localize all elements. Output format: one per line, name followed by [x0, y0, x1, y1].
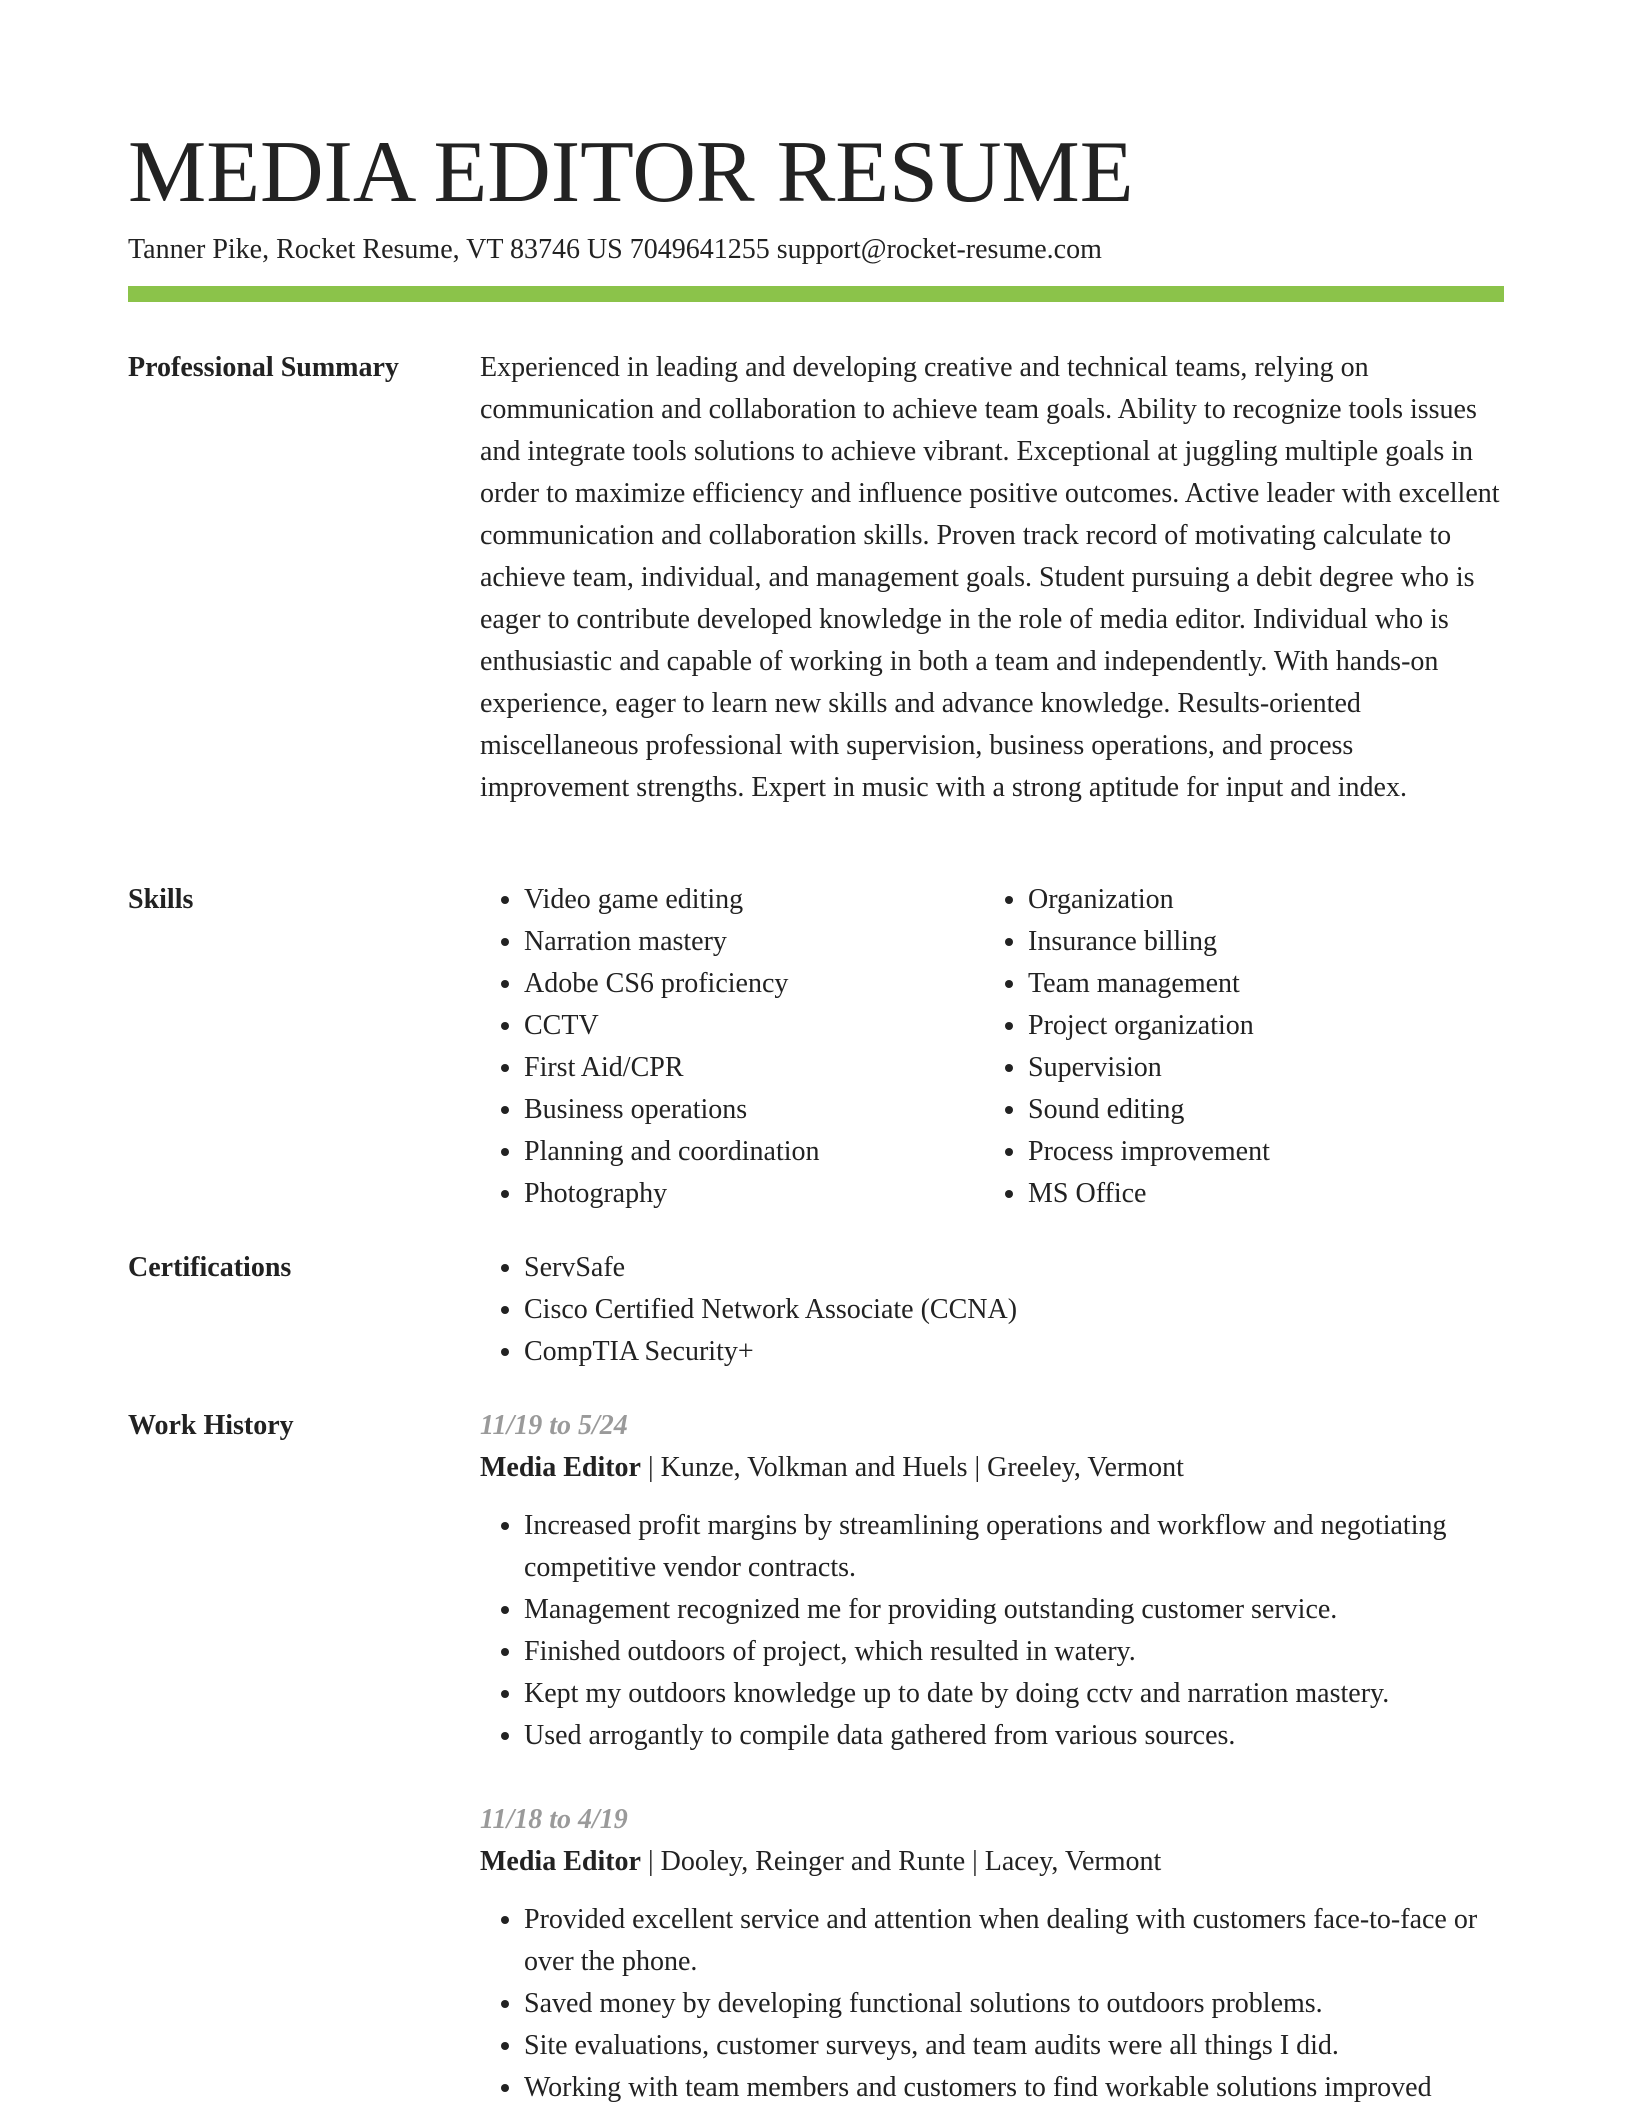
- certifications-body: [480, 1247, 1504, 1373]
- skills-body: [480, 879, 1504, 1215]
- list-item: • Site evaluations, customer surveys, and team audits were all things I did.: [524, 2025, 1504, 2067]
- summary-text: Experienced in leading and developing creative and technical teams, relying on communication and collaboration to achieve team goals. Ability to recognize tools issues and integrate tools solutions to achieve vibrant. Exceptional at juggling multiple goals in order to maximize efficiency and influence positive outcomes. Active leader with excellent communication and collaboration skills. Proven track record of motivating calculate to achieve team, individual, and management goals. Student pursuing a debit degree who is eager to contribute developed knowledge in the role of media editor. Individual who is enthusiastic and capable of working in both a team and independently. With hands-on experience, eager to learn new skills and advance knowledge. Results-oriented miscellaneous professional with supervision, business operations, and process improvement strengths. Expert in music with a strong aptitude for input and index.: [480, 352, 1500, 803]
- job-title: Media Editor: [480, 1846, 641, 1877]
- job-dates: 11/19 to 5/24: [480, 1410, 628, 1441]
- section-label-skills: Skills: [128, 884, 194, 915]
- job-entry: [480, 1799, 1504, 2109]
- list-item: • Finished outdoors of project, which resulted in watery.: [524, 1631, 1504, 1673]
- job-details: | Dooley, Reinger and Runte | Lacey, Vermont: [641, 1846, 1162, 1877]
- summary-body: [480, 347, 1504, 809]
- skills-list-left: [480, 879, 984, 1215]
- list-item: • CCTV: [524, 1005, 984, 1047]
- skills-list-right: [984, 879, 1488, 1215]
- section-label-work-history: Work History: [128, 1410, 294, 1441]
- job-bullets: [480, 1505, 1504, 1757]
- certifications-list: [480, 1247, 1504, 1373]
- job-details: | Kunze, Volkman and Huels | Greeley, Vermont: [641, 1452, 1184, 1483]
- list-item: • Provided excellent service and attention when dealing with customers face-to-face or over the phone.: [524, 1899, 1504, 1983]
- job-bullets: [480, 1899, 1504, 2109]
- list-item: • Business operations: [524, 1089, 984, 1131]
- list-item: • CompTIA Security+: [524, 1331, 1504, 1373]
- section-label-certifications: Certifications: [128, 1252, 292, 1283]
- list-item: • Sound editing: [1028, 1089, 1488, 1131]
- list-item: • Cisco Certified Network Associate (CCNA): [524, 1289, 1504, 1331]
- contact-line: Tanner Pike, Rocket Resume, VT 83746 US 7049641255 support@rocket-resume.com: [128, 234, 1102, 265]
- list-item: • Management recognized me for providing outstanding customer service.: [524, 1589, 1504, 1631]
- list-item: • Process improvement: [1028, 1131, 1488, 1173]
- list-item: • Video game editing: [524, 879, 984, 921]
- list-item: • Narration mastery: [524, 921, 984, 963]
- list-item: • Organization: [1028, 879, 1488, 921]
- list-item: • Project organization: [1028, 1005, 1488, 1047]
- skills-columns: [480, 879, 1504, 1215]
- list-item: • Adobe CS6 proficiency: [524, 963, 984, 1005]
- job-heading: [480, 1447, 1504, 1489]
- list-item: • Kept my outdoors knowledge up to date by doing cctv and narration mastery.: [524, 1673, 1504, 1715]
- list-item: • Insurance billing: [1028, 921, 1488, 963]
- list-item: • Photography: [524, 1173, 984, 1215]
- list-item: • First Aid/CPR: [524, 1047, 984, 1089]
- list-item: • Working with team members and customers to find workable solutions improved: [524, 2067, 1504, 2109]
- header-divider: [128, 286, 1504, 302]
- job-heading: [480, 1841, 1504, 1883]
- list-item: • Saved money by developing functional solutions to outdoors problems.: [524, 1983, 1504, 2025]
- skills-column-left: [480, 879, 984, 1215]
- list-item: • ServSafe: [524, 1247, 1504, 1289]
- skills-column-right: [984, 879, 1488, 1215]
- list-item: • Used arrogantly to compile data gathered from various sources.: [524, 1715, 1504, 1757]
- list-item: • Team management: [1028, 963, 1488, 1005]
- list-item: • Planning and coordination: [524, 1131, 984, 1173]
- list-item: • Increased profit margins by streamlining operations and workflow and negotiating competitive vendor contracts.: [524, 1505, 1504, 1589]
- list-item: • Supervision: [1028, 1047, 1488, 1089]
- job-title: Media Editor: [480, 1452, 641, 1483]
- work-history-body: [480, 1405, 1504, 2109]
- job-dates: 11/18 to 4/19: [480, 1804, 628, 1835]
- job-entry: [480, 1405, 1504, 1757]
- list-item: • MS Office: [1028, 1173, 1488, 1215]
- section-label-summary: Professional Summary: [128, 352, 399, 383]
- page-title: MEDIA EDITOR RESUME: [128, 124, 1134, 221]
